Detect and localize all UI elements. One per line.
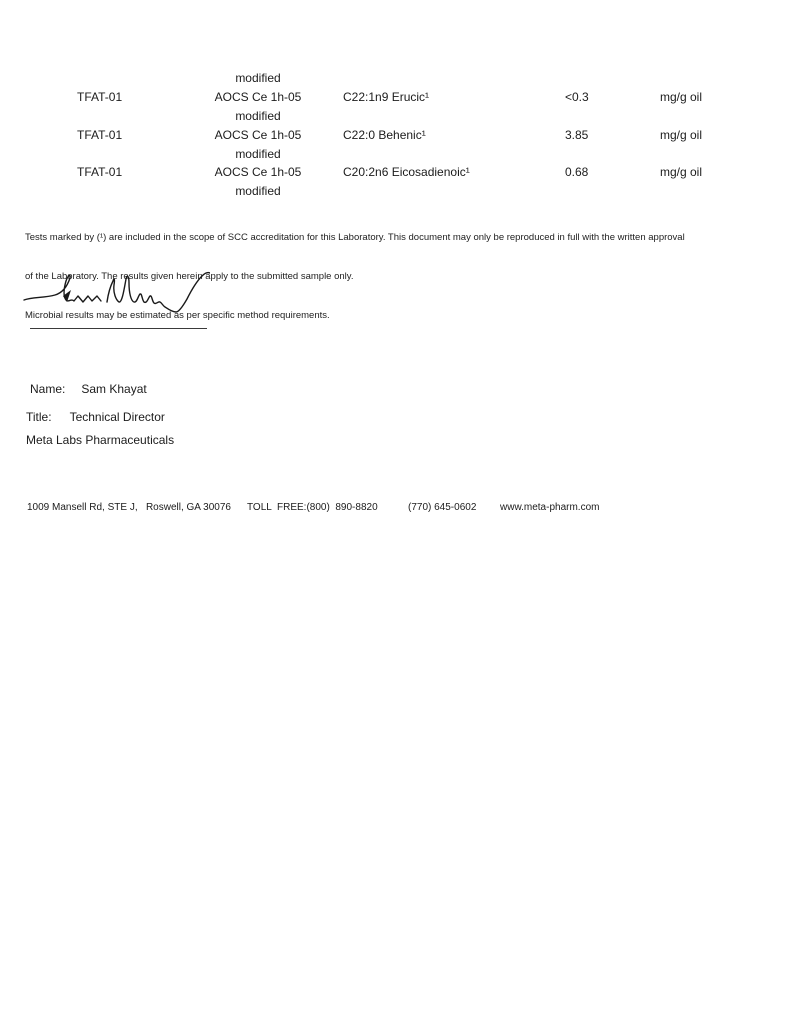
method-cell: AOCS Ce 1h-05 [214,90,302,105]
footnote-line: Tests marked by (¹) are included in the scope of SCC accreditation for this Laboratory. This document may only be reproduced in full with the written approval [25,232,685,243]
analyte-cell: C20:2n6 Eicosadienoic¹ [343,165,470,180]
phone-text: (770) 645-0602 [408,502,477,513]
table-row-line [77,88,791,107]
table-row-line [77,125,791,144]
method-cell: modified [235,184,281,199]
footnote-line: Microbial results may be estimated as per specific method requirements. [25,310,330,321]
signatory-title-row [26,410,165,424]
test-code-cell: TFAT-01 [77,90,123,105]
table-row-line [77,182,791,201]
table-row-line [77,144,791,163]
name-value: Sam Khayat [81,382,147,396]
title-label: Title: [26,410,52,424]
company-name: Meta Labs Pharmaceuticals [26,433,175,447]
method-cell: modified [235,108,281,123]
table-row-line [77,69,791,88]
method-cell: modified [235,71,281,86]
analyte-cell: C22:0 Behenic¹ [343,127,426,142]
name-label: Name: [30,382,66,396]
test-code-cell: TFAT-01 [77,127,123,142]
contact-footer [0,502,791,516]
signature-image [20,260,210,322]
unit-cell: mg/g oil [660,165,703,180]
method-cell: AOCS Ce 1h-05 [214,165,302,180]
result-cell: 0.68 [565,165,589,180]
footnote-line: of the Laboratory. The results given herein apply to the submitted sample only. [25,271,354,282]
signature-line [30,328,207,329]
website-text: www.meta-pharm.com [500,502,600,513]
method-cell: AOCS Ce 1h-05 [214,127,302,142]
signatory-name-row [30,382,147,396]
address-text: 1009 Mansell Rd, STE J, Roswell, GA 30076 [27,502,231,513]
result-cell: <0.3 [565,90,589,105]
method-cell: modified [235,146,281,161]
result-cell: 3.85 [565,127,589,142]
table-row-line [77,163,791,182]
test-code-cell: TFAT-01 [77,165,123,180]
table-row-line [77,107,791,126]
analyte-cell: C22:1n9 Erucic¹ [343,90,430,105]
results-table [0,69,791,201]
unit-cell: mg/g oil [660,90,703,105]
toll-free-text: TOLL FREE:(800) 890-8820 [247,502,378,513]
unit-cell: mg/g oil [660,127,703,142]
title-value: Technical Director [69,410,165,424]
